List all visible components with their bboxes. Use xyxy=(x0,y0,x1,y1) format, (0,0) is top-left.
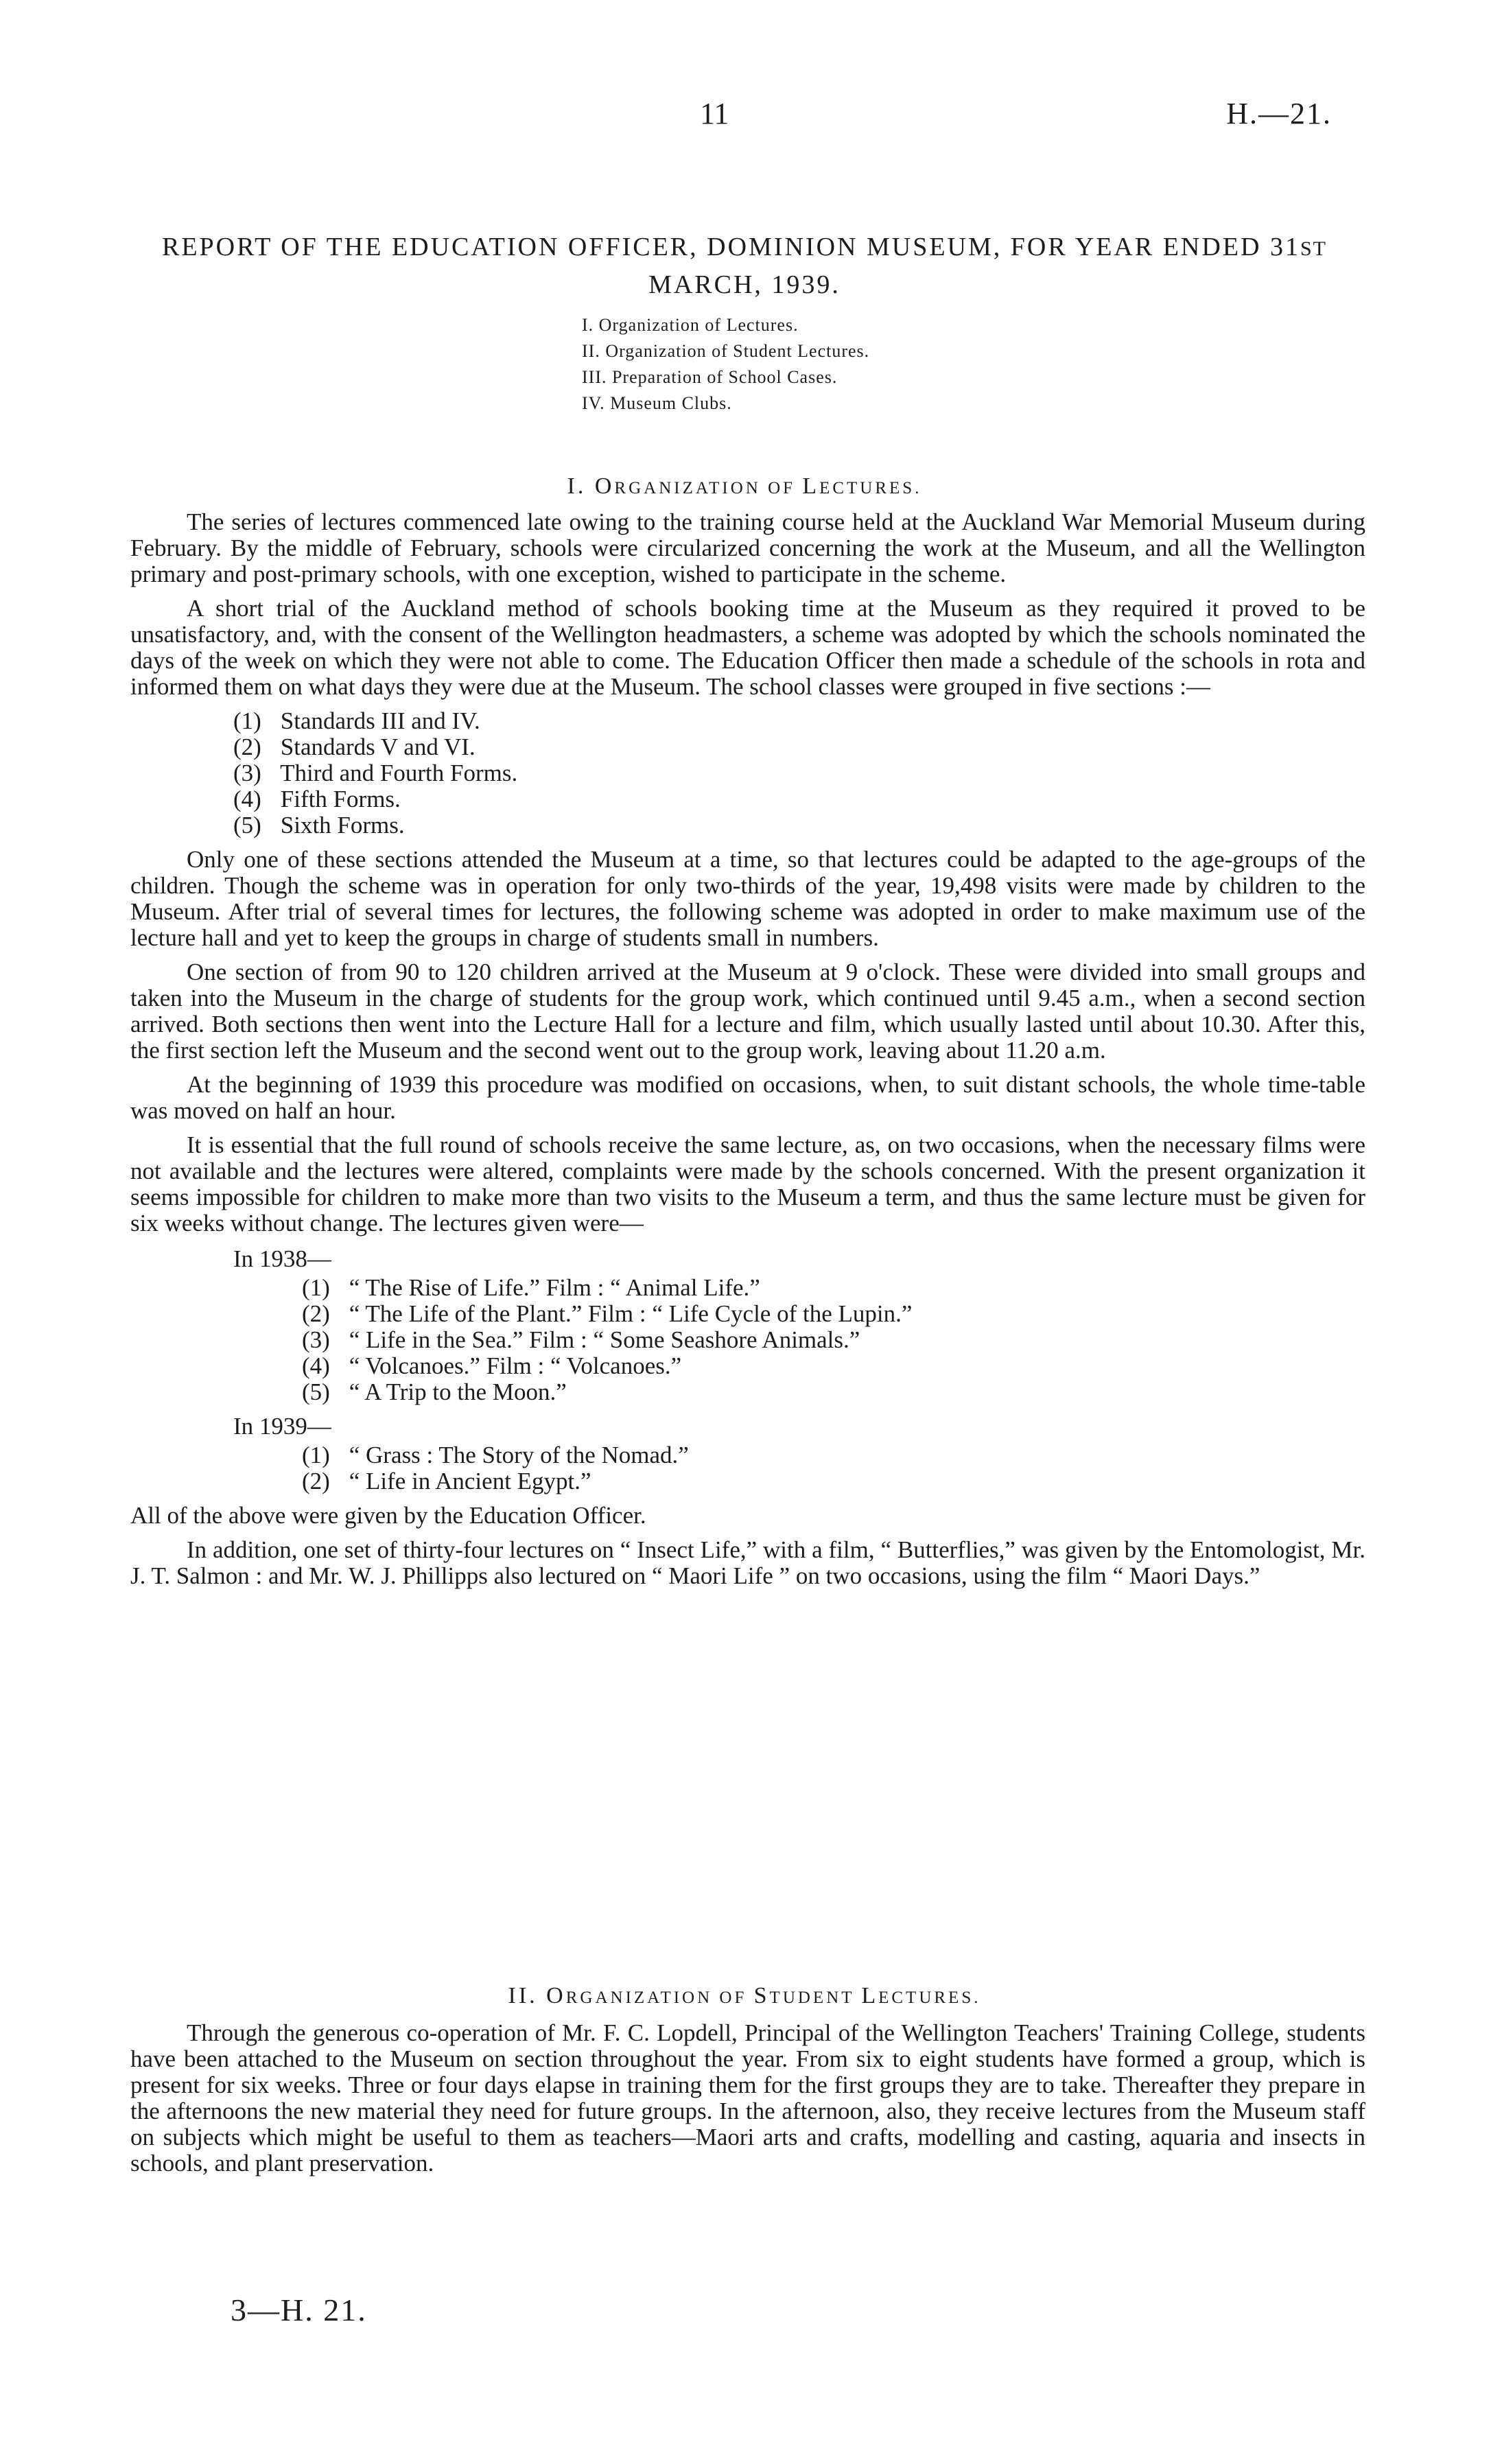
toc-item: III. Preparation of School Cases. xyxy=(582,367,838,387)
list-item: (4) “ Volcanoes.” Film : “ Volcanoes.” xyxy=(302,1352,682,1379)
list-item: (4) Fifth Forms. xyxy=(233,786,401,812)
report-title-line1 xyxy=(127,229,1362,267)
paragraph: The series of lectures commenced late owing to the training course held at the Auckland War Memorial Museum during February. By the middle of February, schools were circularized concerning the work at the Museum, and all the Wellington primary and post-primary schools, with one exception, wished to participate in the scheme. xyxy=(130,508,1365,587)
paragraph: Through the generous co-operation of Mr. F. C. Lopdell, Principal of the Wellington Teachers' Training College, students have been attached to the Museum on section throughout the year. From six to eight students have formed a group, which is present for six weeks. Three or four days elapse in training them for the first groups they are to take. Thereafter they prepare in the afternoons the new material they need for future groups. In the afternoon, also, they receive lectures from the Museum staff on subjects which might be useful to them as teachers—Maori arts and crafts, modelling and casting, aquaria and insects in schools, and plant preservation. xyxy=(130,2019,1365,2176)
list-item: (5) “ A Trip to the Moon.” xyxy=(302,1378,567,1405)
report-title-line2: MARCH, 1939. xyxy=(648,270,841,299)
list-item: (1) “ The Rise of Life.” Film : “ Animal Life.” xyxy=(302,1274,760,1301)
report-title xyxy=(127,229,1362,303)
toc-item: I. Organization of Lectures. xyxy=(582,315,799,335)
list-item: (1) Standards III and IV. xyxy=(233,707,480,734)
document-reference: H.—21. xyxy=(1226,97,1332,130)
paragraph: At the beginning of 1939 this procedure was modified on occasions, when, to suit distant schools, the whole time-table was moved on half an hour. xyxy=(130,1071,1365,1124)
list-item: (5) Sixth Forms. xyxy=(233,812,405,838)
list-item: (2) Standards V and VI. xyxy=(233,734,476,760)
paragraph: One section of from 90 to 120 children arrived at the Museum at 9 o'clock. These were divided into small groups and taken into the Museum in the charge of students for the group work, which continued until 9.45 a.m., when a second section arrived. Both sections then went into the Lecture Hall for a lecture and film, which usually lasted until about 10.30. After this, the first section left the Museum and the second went out to the group work, leaving about 11.20 a.m. xyxy=(130,959,1365,1064)
list-item: (2) “ The Life of the Plant.” Film : “ Life Cycle of the Lupin.” xyxy=(302,1300,913,1327)
section-heading-student-lectures: II. ORGANIZATION OF STUDENT LECTURES. xyxy=(508,1983,981,2008)
school-sections-list xyxy=(130,708,1365,838)
page-number: 11 xyxy=(700,97,729,130)
table-of-contents xyxy=(582,312,869,416)
toc-item: IV. Museum Clubs. xyxy=(582,393,732,413)
section-body-lectures xyxy=(130,509,1365,1597)
list-item: (2) “ Life in Ancient Egypt.” xyxy=(302,1468,591,1494)
section-heading-lectures: I. ORGANIZATION OF LECTURES. xyxy=(567,473,922,499)
lectures-1938-list xyxy=(130,1275,1365,1405)
paragraph: It is essential that the full round of schools receive the same lecture, as, on two occasions, when the necessary films were not available and the lectures were altered, complaints were made by the schools concerned. With the present organization it seems impossible for children to make more than two visits to the Museum a term, and thus the same lecture must be given for six weeks without change. The lectures given were— xyxy=(130,1131,1365,1236)
paragraph: A short trial of the Auckland method of schools booking time at the Museum as they required it proved to be unsatisfactory, and, with the consent of the Wellington headmasters, a scheme was adopted by which the schools nominated the days of the week on which they were not able to come. The Education Officer then made a schedule of the schools in rota and informed them on what days they were due at the Museum. The school classes were grouped in five sections :— xyxy=(130,595,1365,700)
year-label: In 1938— xyxy=(233,1245,331,1272)
report-title-sup: ST xyxy=(1300,237,1327,260)
list-item: (3) “ Life in the Sea.” Film : “ Some Seashore Animals.” xyxy=(302,1326,860,1353)
toc-item: II. Organization of Student Lectures. xyxy=(582,341,870,361)
list-item: (3) Third and Fourth Forms. xyxy=(233,760,518,786)
paragraph: In addition, one set of thirty-four lectures on “ Insect Life,” with a film, “ Butterflies,” was given by the Entomologist, Mr. J. T. Salmon : and Mr. W. J. Phillipps also lectured on “ Maori Life ” on two occasions, using the film “ Maori Days.” xyxy=(130,1536,1365,1589)
lectures-1939-list xyxy=(130,1442,1365,1494)
section-body-student-lectures xyxy=(130,2020,1365,2185)
list-item: (1) “ Grass : The Story of the Nomad.” xyxy=(302,1442,689,1468)
page-signature: 3—H. 21. xyxy=(231,2292,367,2327)
year-label: In 1939— xyxy=(233,1413,331,1440)
paragraph: Only one of these sections attended the Museum at a time, so that lectures could be adapted to the age-groups of the children. Though the scheme was in operation for only two-thirds of the year, 19,498 visits were made by children to the Museum. After trial of several times for lectures, the following scheme was adopted in order to make maximum use of the lecture hall and yet to keep the groups in charge of students small in numbers. xyxy=(130,846,1365,951)
paragraph: All of the above were given by the Education Officer. xyxy=(130,1502,646,1529)
report-title-text: REPORT OF THE EDUCATION OFFICER, DOMINION MUSEUM, FOR YEAR ENDED 31 xyxy=(161,233,1300,261)
